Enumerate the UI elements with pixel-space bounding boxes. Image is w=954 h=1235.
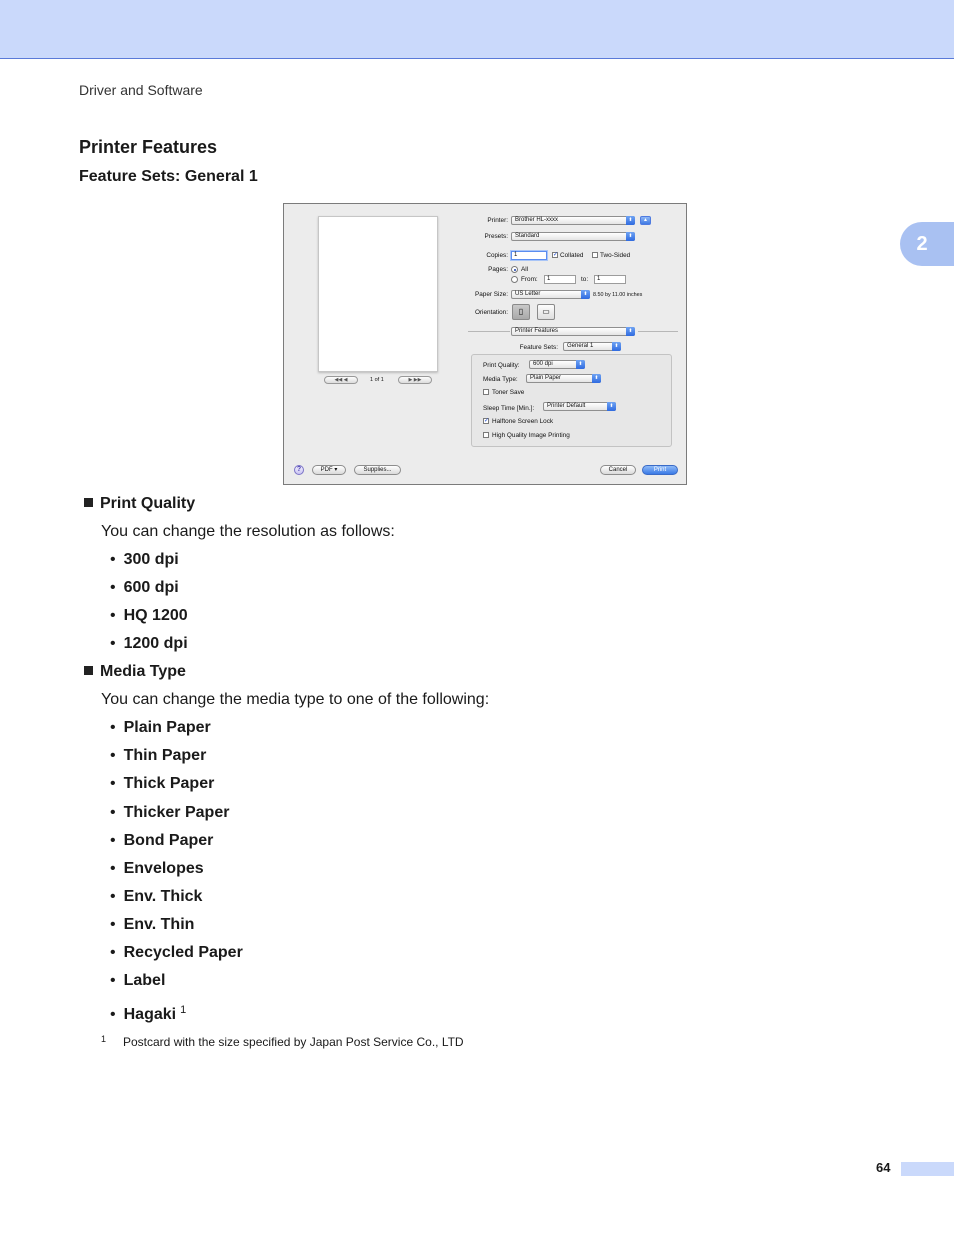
cancel-button[interactable]: Cancel bbox=[600, 465, 636, 475]
pages-label: Pages: bbox=[488, 266, 508, 273]
square-bullet-icon bbox=[84, 666, 93, 675]
print-quality-popup[interactable] bbox=[529, 360, 585, 369]
list-item: • Hagaki $^1$ bbox=[110, 1004, 187, 1023]
two-sided-label: Two-Sided bbox=[600, 252, 631, 259]
pdf-button[interactable]: PDF ▾ bbox=[312, 465, 346, 475]
popup-arrows-icon: ⬍ bbox=[626, 327, 635, 336]
chapter-tab: 2 bbox=[900, 222, 954, 266]
landscape-button[interactable] bbox=[537, 304, 555, 320]
popup-arrows-icon: ⬍ bbox=[581, 290, 590, 299]
header-band bbox=[0, 0, 954, 59]
presets-popup[interactable] bbox=[511, 232, 635, 241]
copies-field[interactable]: 1 bbox=[511, 251, 547, 260]
paper-size-popup[interactable] bbox=[511, 290, 590, 299]
printer-value: Brother HL-xxxx bbox=[515, 217, 559, 223]
panel-value: Printer Features bbox=[515, 328, 559, 334]
print-quality-heading: Print Quality bbox=[84, 495, 195, 513]
list-item: • Env. Thin bbox=[110, 916, 195, 933]
list-item: • Plain Paper bbox=[110, 719, 211, 736]
print-quality-value: 600 dpi bbox=[533, 361, 553, 367]
print-quality-intro: You can change the resolution as follows: bbox=[101, 523, 395, 540]
printer-popup[interactable] bbox=[511, 216, 635, 225]
footnote-reference[interactable]: 1 bbox=[180, 1004, 187, 1016]
halftone-label: Halftone Screen Lock bbox=[492, 418, 554, 425]
pages-from-label: From: bbox=[521, 276, 538, 283]
page-preview bbox=[318, 216, 438, 372]
media-type-heading: Media Type bbox=[84, 663, 186, 681]
help-icon[interactable]: ? bbox=[294, 465, 304, 475]
prev-page-icon: ◀ bbox=[343, 377, 348, 383]
footnote-text: Postcard with the size specified by Japan Post Service Co., LTD bbox=[123, 1035, 464, 1049]
paper-size-value: US Letter bbox=[515, 291, 541, 297]
portrait-button[interactable] bbox=[512, 304, 530, 320]
preview-next-last-button[interactable] bbox=[398, 376, 432, 384]
footer-bar bbox=[901, 1162, 954, 1176]
page-number: 64 bbox=[876, 1160, 891, 1175]
popup-arrows-icon: ⬍ bbox=[607, 402, 616, 411]
list-item: • Thin Paper bbox=[110, 747, 207, 764]
halftone-checkbox[interactable]: ✓ bbox=[484, 418, 490, 424]
list-item: • 600 dpi bbox=[110, 579, 179, 596]
popup-arrows-icon: ⬍ bbox=[576, 360, 585, 369]
popup-arrows-icon: ⬍ bbox=[626, 232, 635, 241]
feature-sets-label: Feature Sets: bbox=[519, 344, 558, 351]
popup-arrows-icon: ⬍ bbox=[612, 342, 621, 351]
two-sided-checkbox[interactable] bbox=[592, 252, 598, 258]
media-type-label: Media Type: bbox=[483, 376, 518, 383]
divider-left bbox=[468, 331, 510, 332]
landscape-icon: ▭ bbox=[542, 307, 550, 316]
feature-sets-popup[interactable] bbox=[563, 342, 621, 351]
collapse-icon: ▲ bbox=[643, 217, 648, 223]
copies-label: Copies: bbox=[486, 252, 508, 259]
print-button[interactable]: Print bbox=[642, 465, 678, 475]
preview-first-prev-button[interactable] bbox=[324, 376, 358, 384]
footnote-number: 1 bbox=[101, 1034, 107, 1044]
presets-label: Presets: bbox=[484, 233, 508, 240]
orientation-label: Orientation: bbox=[474, 309, 508, 316]
print-dialog-screenshot bbox=[283, 203, 687, 485]
list-item: • Recycled Paper bbox=[110, 944, 243, 961]
pages-all-label: All bbox=[521, 266, 529, 273]
list-item: • Envelopes bbox=[110, 860, 204, 877]
square-bullet-icon bbox=[84, 498, 93, 507]
to-label: to: bbox=[581, 276, 589, 283]
divider-right bbox=[638, 331, 678, 332]
list-item: • Env. Thick bbox=[110, 888, 203, 905]
paper-size-dims: 8.50 by 11.00 inches bbox=[593, 292, 643, 298]
high-quality-checkbox[interactable] bbox=[483, 432, 489, 438]
print-quality-label: Print Quality: bbox=[483, 362, 520, 369]
list-item: • HQ 1200 bbox=[110, 607, 188, 624]
page-counter: 1 of 1 bbox=[370, 377, 384, 383]
running-head: Driver and Software bbox=[79, 82, 203, 98]
pages-all-radio[interactable] bbox=[511, 266, 518, 273]
from-field[interactable]: 1 bbox=[544, 275, 576, 284]
media-type-intro: You can change the media type to one of the following: bbox=[101, 691, 490, 708]
list-item: • Thicker Paper bbox=[110, 804, 230, 821]
last-page-icon: ▶▶ bbox=[413, 377, 422, 383]
sleep-time-popup[interactable] bbox=[543, 402, 616, 411]
media-type-value: Plain Paper bbox=[530, 375, 562, 381]
list-item: • 300 dpi bbox=[110, 551, 179, 568]
list-item: • Label bbox=[110, 972, 166, 989]
panel-popup[interactable] bbox=[511, 327, 635, 336]
media-type-popup[interactable] bbox=[526, 374, 601, 383]
next-page-icon: ▶ bbox=[408, 377, 413, 383]
feature-sets-value: General 1 bbox=[567, 343, 594, 349]
paper-size-label: Paper Size: bbox=[474, 291, 508, 298]
toner-save-label: Toner Save bbox=[492, 389, 525, 396]
popup-arrows-icon: ⬍ bbox=[626, 216, 635, 225]
list-item: • 1200 dpi bbox=[110, 635, 188, 652]
collated-checkbox[interactable]: ✓ bbox=[553, 252, 559, 258]
section-subtitle: Feature Sets: General 1 bbox=[79, 168, 258, 185]
collapse-button[interactable] bbox=[640, 216, 651, 225]
list-item: • Thick Paper bbox=[110, 775, 215, 792]
toner-save-checkbox[interactable] bbox=[483, 389, 489, 395]
portrait-icon: ▯ bbox=[518, 307, 524, 316]
list-item: • Bond Paper bbox=[110, 832, 214, 849]
sleep-time-label: Sleep Time [Min.]: bbox=[483, 405, 535, 412]
sleep-time-value: Printer Default bbox=[547, 403, 586, 409]
section-title: Printer Features bbox=[79, 137, 218, 157]
collated-label: Collated bbox=[560, 252, 584, 259]
presets-value: Standard bbox=[515, 233, 540, 239]
pages-from-radio[interactable] bbox=[511, 276, 518, 283]
to-field[interactable]: 1 bbox=[594, 275, 626, 284]
printer-label: Printer: bbox=[487, 217, 508, 224]
popup-arrows-icon: ⬍ bbox=[592, 374, 601, 383]
high-quality-label: High Quality Image Printing bbox=[492, 432, 570, 439]
first-page-icon: ◀◀ bbox=[334, 377, 343, 383]
supplies-button[interactable]: Supplies... bbox=[354, 465, 401, 475]
